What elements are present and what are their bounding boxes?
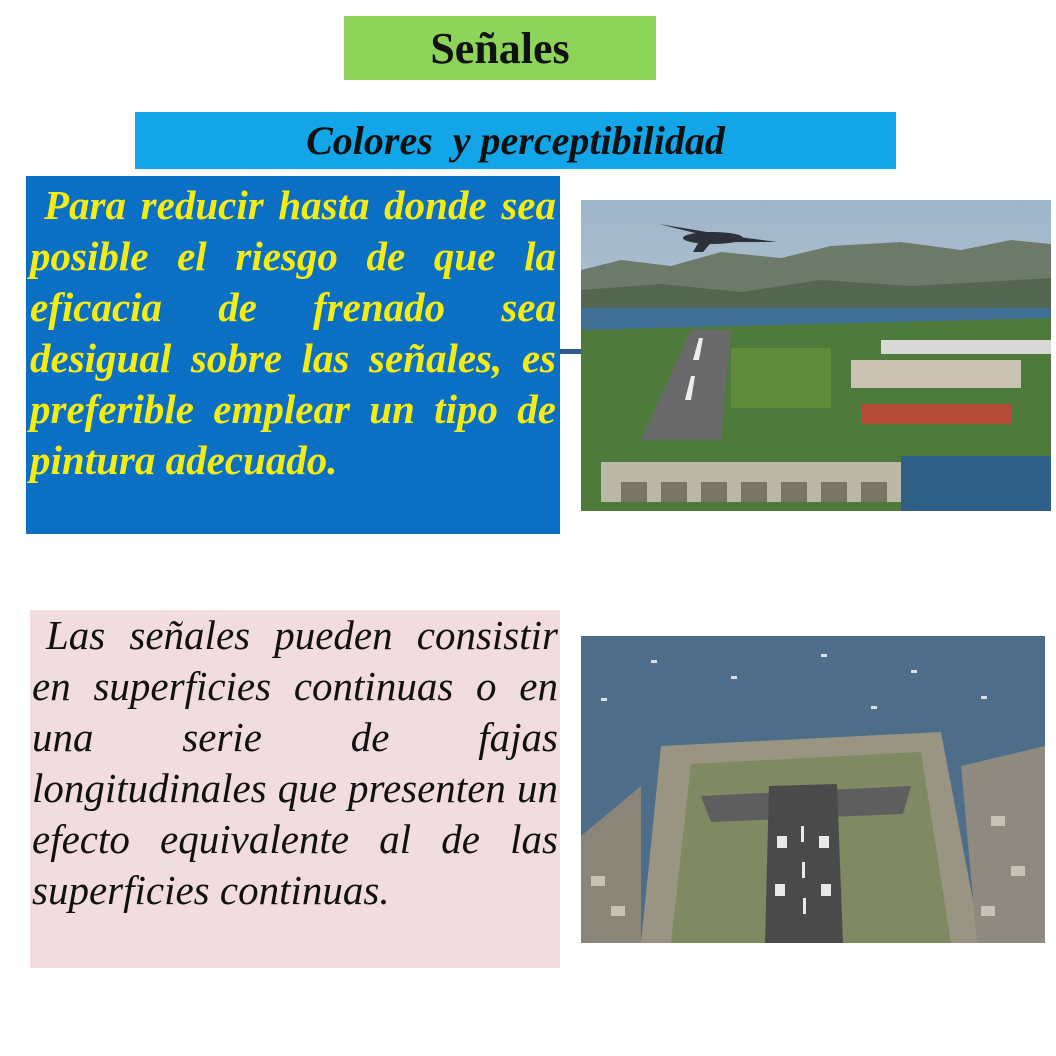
aerial-runway-photo (581, 636, 1045, 943)
paragraph-2-text: Las señales pueden consistir en superficies continuas o en una serie de fajas longitudinales que presenten un efecto equivalente al de las superficies continuas. (32, 612, 558, 913)
paragraph-box-1 (26, 176, 560, 534)
slide-subtitle: Colores y perceptibilidad (306, 118, 725, 163)
connector-line (560, 349, 582, 354)
subtitle-banner (135, 112, 896, 169)
airport-runway-approach-photo (581, 200, 1051, 511)
title-banner (344, 16, 656, 80)
slide-title: Señales (430, 23, 570, 73)
paragraph-1-text: Para reducir hasta donde sea posible el riesgo de que la eficacia de frenado sea desigual sobre las señales, es preferible emplear un tipo de pintura adecuado. (30, 182, 556, 483)
paragraph-box-2 (30, 610, 560, 968)
